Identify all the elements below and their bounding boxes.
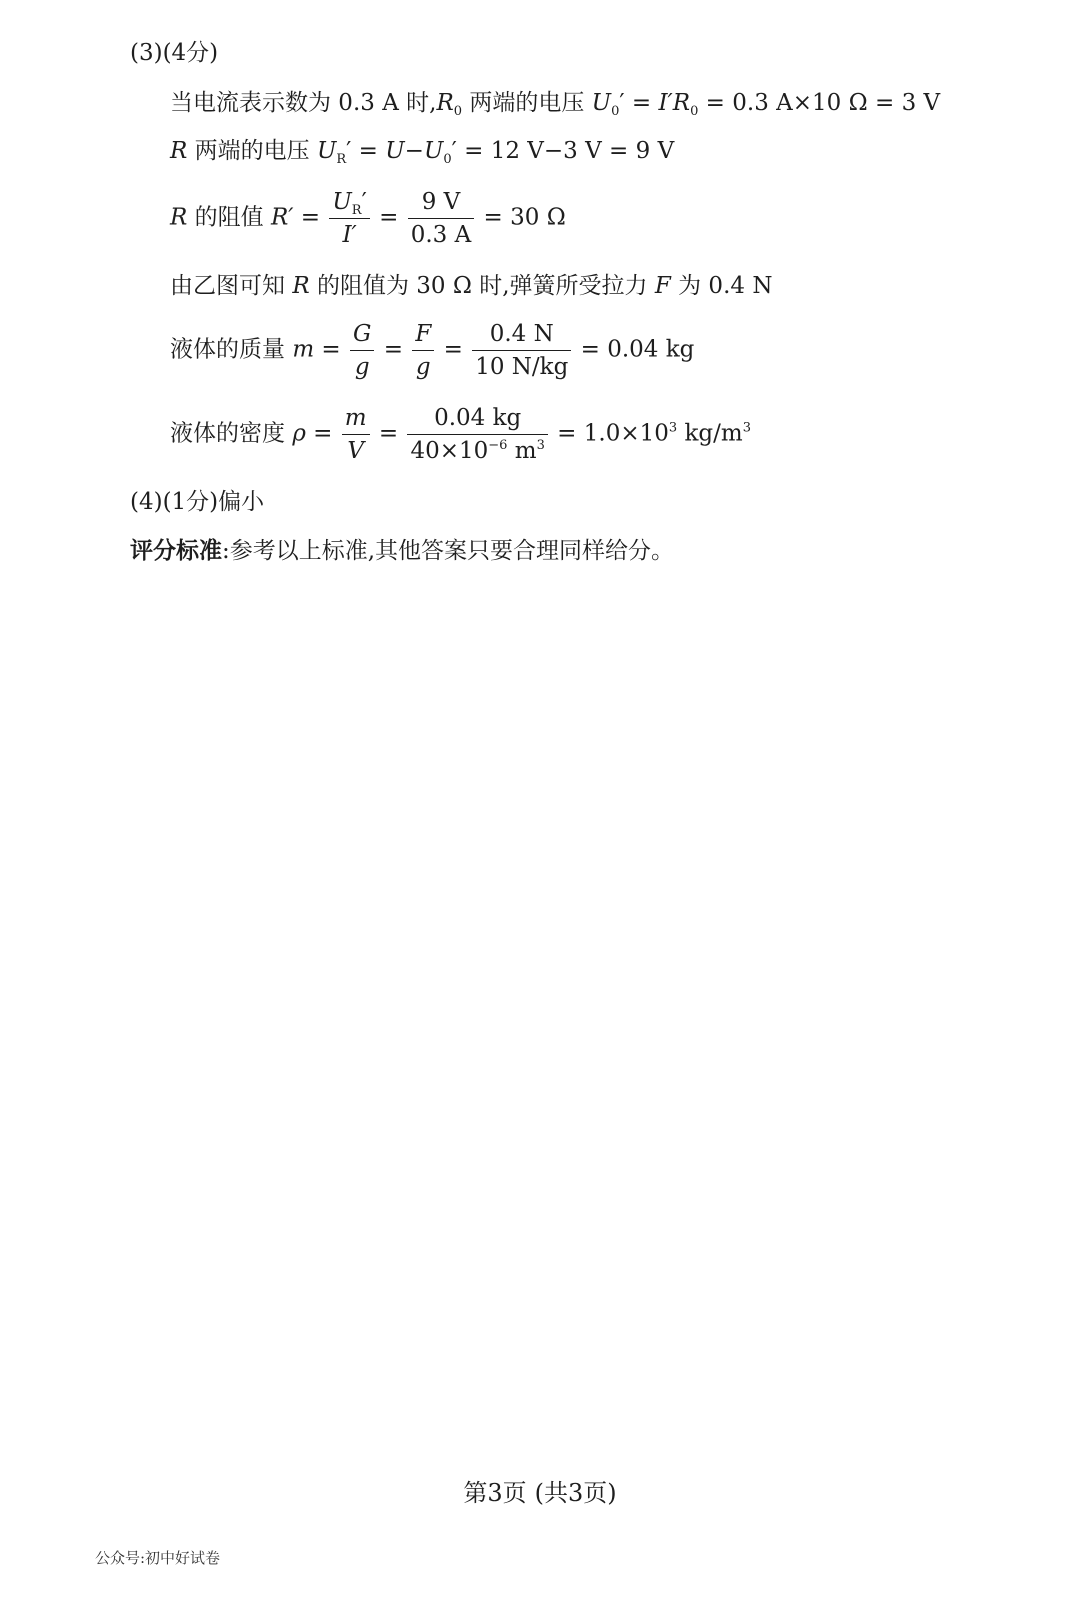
grading-text: :参考以上标准,其他答案只要合理同样给分。: [222, 538, 675, 564]
line3-result: = 30 Ω: [476, 204, 566, 231]
symbol-r0: R: [436, 90, 454, 116]
result-unit-exp: 3: [742, 420, 751, 436]
symbol-i-r: I′R: [658, 90, 691, 116]
line3-text: 的阻值: [187, 204, 271, 231]
line2-text: 两端的电压: [187, 138, 317, 164]
part3-line4: [170, 271, 772, 301]
frac-num: U: [332, 189, 352, 215]
frac-num-prime: ′: [361, 189, 367, 215]
equals-sign: =: [305, 420, 340, 447]
frac-num: 0.4 N: [472, 320, 571, 351]
frac-num: 9 V: [408, 188, 475, 219]
symbol-u0-sub: 0: [611, 104, 620, 119]
fraction-04n-over-10nkg: [472, 320, 571, 381]
grading-note: [130, 536, 674, 566]
page-total: (共3页): [534, 1479, 617, 1507]
symbol-r0-sub: 0: [453, 104, 463, 119]
fraction-m-over-v: [342, 404, 370, 465]
equals-sign: =: [371, 204, 406, 231]
frac-num: 0.04 kg: [407, 404, 547, 435]
line2-text: ′ =: [346, 138, 386, 164]
frac-num-sub: R: [351, 203, 362, 218]
equals-sign: =: [371, 420, 406, 447]
watermark-text: 公众号:初中好试卷: [95, 1549, 221, 1567]
symbol-r: R: [292, 273, 310, 299]
frac-num: m: [342, 404, 370, 435]
line1-text: 两端的电压: [462, 90, 592, 116]
line4-text: 的阻值为 30 Ω 时,弹簧所受拉力: [309, 273, 655, 299]
part3-line1: [170, 88, 940, 118]
symbol-i-r-sub: 0: [690, 104, 699, 119]
frac-den: g: [354, 354, 370, 380]
line1-text: ′ =: [619, 90, 659, 116]
frac-den: 10 N/kg: [475, 354, 569, 380]
part3-line5: [170, 320, 694, 381]
line1-text: 当电流表示数为 0.3 A 时,: [170, 90, 437, 116]
line5-result: = 0.04 kg: [573, 336, 695, 363]
frac-den: I′: [342, 222, 357, 248]
line6-result: = 1.0×10: [549, 420, 669, 447]
symbol-u0: U: [423, 138, 444, 164]
line5-text: 液体的质量: [170, 336, 293, 363]
fraction-ur-over-i: [329, 188, 369, 249]
page-footer: [0, 1478, 1080, 1508]
fraction-mass-over-volume: [407, 404, 547, 465]
line2-result: ′ = 12 V−3 V = 9 V: [451, 138, 675, 164]
frac-den-unit-exp: 3: [536, 438, 545, 453]
symbol-u0-sub: 0: [443, 152, 452, 167]
result-unit: kg/m: [677, 420, 743, 447]
part3-heading: (3)(4分): [130, 40, 219, 66]
equals-sign: =: [376, 336, 411, 363]
line4-text: 为 0.4 N: [670, 273, 773, 299]
fraction-f-over-g: [412, 320, 434, 381]
symbol-r-prime: R′: [270, 204, 294, 231]
part3-line2: [170, 136, 674, 166]
part3-line3: [170, 188, 566, 249]
fraction-9v-over-03a: [408, 188, 475, 249]
equals-sign: =: [314, 336, 349, 363]
symbol-r: R: [170, 204, 188, 231]
symbol-rho: ρ: [292, 420, 306, 447]
page-number: 第3页: [463, 1479, 527, 1507]
result-exp: 3: [668, 420, 678, 436]
line1-result: = 0.3 A×10 Ω = 3 V: [698, 90, 941, 116]
frac-den-unit: m: [507, 438, 537, 464]
equals-sign: =: [293, 204, 328, 231]
frac-den: V: [347, 438, 364, 464]
frac-den: g: [415, 354, 431, 380]
frac-den-text: 40×10: [410, 438, 489, 464]
part3-line6: [170, 404, 751, 465]
symbol-r: R: [170, 138, 188, 164]
symbol-f: F: [654, 273, 671, 299]
line4-text: 由乙图可知: [170, 273, 293, 299]
line2-text: −: [404, 138, 424, 164]
equals-sign: =: [436, 336, 471, 363]
frac-den-exp: −6: [488, 438, 508, 453]
line6-text: 液体的密度: [170, 420, 293, 447]
symbol-m: m: [292, 336, 315, 363]
symbol-u0: U: [591, 90, 612, 116]
frac-den: 0.3 A: [410, 222, 472, 248]
fraction-g-over-g: [350, 320, 374, 381]
part4-answer: (4)(1分)偏小: [130, 489, 265, 515]
symbol-ur-sub: R: [336, 152, 347, 167]
symbol-u: U: [385, 138, 405, 164]
frac-den: [407, 435, 547, 465]
frac-num: F: [412, 320, 434, 351]
grading-label: 评分标准: [130, 537, 222, 564]
symbol-ur: U: [316, 138, 337, 164]
frac-num: G: [350, 320, 374, 351]
